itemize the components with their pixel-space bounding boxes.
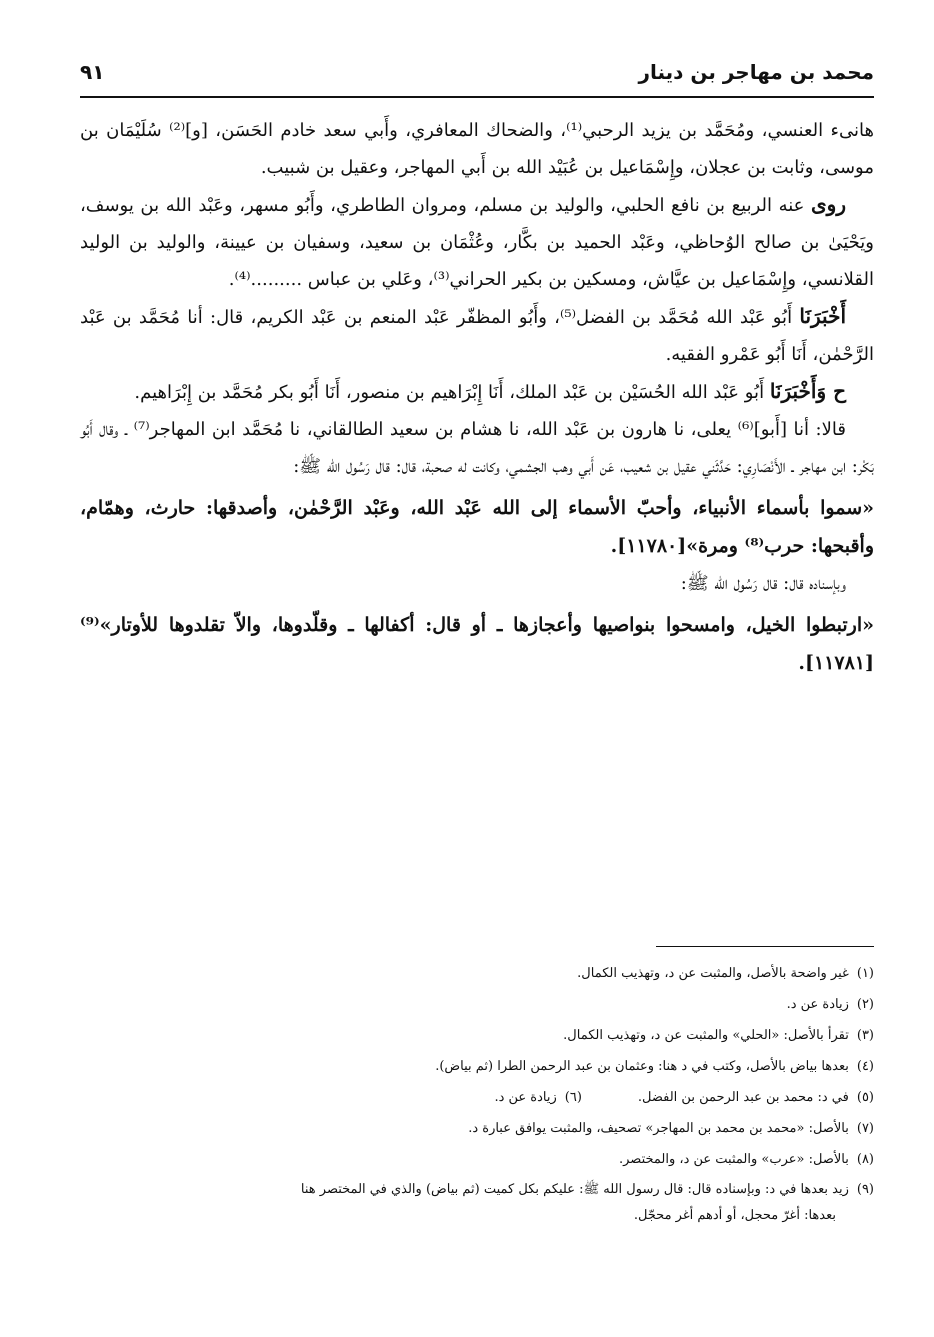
footnote: [60, 1082, 874, 1113]
footnote: [60, 958, 874, 989]
footnote-number: (٢): [856, 997, 874, 1012]
footnote: [60, 1144, 874, 1175]
footnote: [60, 1113, 874, 1144]
footnote-text: تقرأ بالأصل: «الحلي» والمثبت عن د، وتهذيب الكمال.: [563, 1028, 849, 1043]
paragraph-isnad-4: وبإسناده قال: قال رَسُول الله ﷺ:: [680, 573, 846, 594]
footnotes: [60, 958, 874, 1229]
footnote-continuation: بعدها: أغرّ محجل، أو أدهم أغر محجّل.: [633, 1208, 836, 1223]
paragraph-teachers: هانىء العنسي، ومُحَمَّد بن يزيد الرحبي⁽¹⁾، والضحاك المعافري، وأَبي سعد خادم الحَسَن، [و]⁽²⁾ سُلَيْمَان بن موسى، وثابت بن عجلان، وإِسْمَاعيل بن عُبَيْد الله بن أَبي المهاجر، وعقيل بن شبيب.: [80, 120, 874, 178]
footnote-gap: [590, 1082, 630, 1113]
footnote: [60, 1051, 874, 1082]
keyword-wa-akhbarana: ح وَأَخْبَرَنَا: [769, 379, 846, 403]
footnote-text: غير واضحة بالأصل، والمثبت عن د، وتهذيب الكمال.: [577, 966, 849, 981]
footnote-number: (٩): [856, 1182, 874, 1197]
paragraph-isnad-3: قالا: أنا [أَبو]⁽⁶⁾ يعلى، نا هارون بن عَبْد الله، نا هشام بن سعيد الطالقاني، نا مُحَمَّد ابن المهاجر⁽⁷⁾ ـ وقال أَبُو بَكْر: ابن مهاجر ـ الأَنْصَارِي: حَدَّثَني عقيل بن شعيب، عَن أَبي وهب الجشمي، وكانت له صحبة، قال: قال رَسُول الله ﷺ:: [80, 419, 874, 477]
footnote-text: بالأصل: «عرب» والمثبت عن د، والمختصر.: [618, 1152, 849, 1167]
header-rule: [80, 96, 874, 98]
paragraph-isnad-1: [80, 298, 874, 373]
keyword-rawa: روى: [811, 192, 846, 216]
hadith-horses: «ارتبطوا الخيل، وامسحوا بنواصيها وأعجازها ـ أو قال: أكفالها ـ وقلّدوها، والاّ تقلدوها للأوتار»⁽⁹⁾[١١٧٨١].: [80, 614, 874, 674]
paragraph-isnad-2-text: أَبُو عَبْد الله الحُسَيْن بن عَبْد الملك، أَنَا إِبْرَاهيم بن منصور، أَنَا أَبُو بكر مُحَمَّد بن إِبْرَاهيم.: [134, 382, 765, 403]
footnote-text: زيادة عن د.: [786, 997, 849, 1012]
hadith-names: «سموا بأسماء الأنبياء، وأحبّ الأسماء إلى الله عَبْد الله، وعَبْد الرَّحْمٰن، وأصدقها: حارث، وهمّام، وأقبحها: حرب⁽⁸⁾ ومرة»[١١٧٨٠].: [80, 497, 874, 557]
paragraph-isnad-1-text: أَبُو عَبْد الله مُحَمَّد بن الفضل⁽⁵⁾، وأَبُو المظفّر عَبْد المنعم بن عَبْد الكريم، قال: أنا مُحَمَّد بن عَبْد الرَّحْمٰن، أَنَا أَبُو عَمْرو الفقيه.: [80, 307, 874, 365]
paragraph-students: [80, 186, 874, 298]
main-text: [80, 112, 874, 682]
footnote-text: زيد بعدها في د: وبإسناده قال: قال رسول الله ﷺ: عليكم بكل كميت (ثم بياض) والذي في المختصر هنا: [300, 1182, 849, 1197]
footnote-number: (٣): [856, 1028, 874, 1043]
footnote: [60, 1177, 874, 1203]
footnote-text: بالأصل: «محمد بن محمد بن المهاجر» تصحيف، والمثبت يوافق عبارة د.: [468, 1121, 849, 1136]
keyword-akhbarana: أَخْبَرَنَا: [799, 304, 847, 328]
paragraph-isnad-2: [80, 373, 874, 411]
footnote-number: (٦): [564, 1090, 582, 1105]
footnote-number: (٤): [856, 1059, 874, 1074]
running-title: محمد بن مهاجر بن دينار: [638, 60, 874, 84]
footnote-number: (٧): [856, 1121, 874, 1136]
footnote-number: (١): [856, 966, 874, 981]
footnote-number: (٥): [856, 1090, 874, 1105]
footnote-text: زيادة عن د.: [494, 1090, 557, 1105]
paragraph-students-text: عنه الربيع بن نافع الحلبي، والوليد بن مسلم، ومروان الطاطري، وأَبُو مسهر، وعَبْد الله بن يوسف، ويَحْيَىٰ بن صالح الوُحاظي، وعَبْد الحميد بن بكَّار، وعُثْمَان بن سعيد، وسفيان بن عيينة، والوليد بن الوليد القلانسي، وإِسْمَاعيل بن عيَّاش، ومسكين بن بكير الحراني⁽³⁾، وعَلي بن عباس .........⁽⁴⁾.: [80, 195, 874, 290]
footnote-number: (٨): [856, 1152, 874, 1167]
footnote-rule: [656, 946, 874, 947]
page-header: [80, 58, 874, 92]
footnote-text: في د: محمد بن عبد الرحمن بن الفضل.: [637, 1090, 849, 1105]
footnote-text: بعدها بياض بالأصل، وكتب في د هنا: وعثمان بن عبد الرحمن الطرا (ثم بياض).: [435, 1059, 849, 1074]
footnote: [60, 989, 874, 1020]
page-number: ٩١: [80, 60, 105, 84]
footnote: [60, 1020, 874, 1051]
